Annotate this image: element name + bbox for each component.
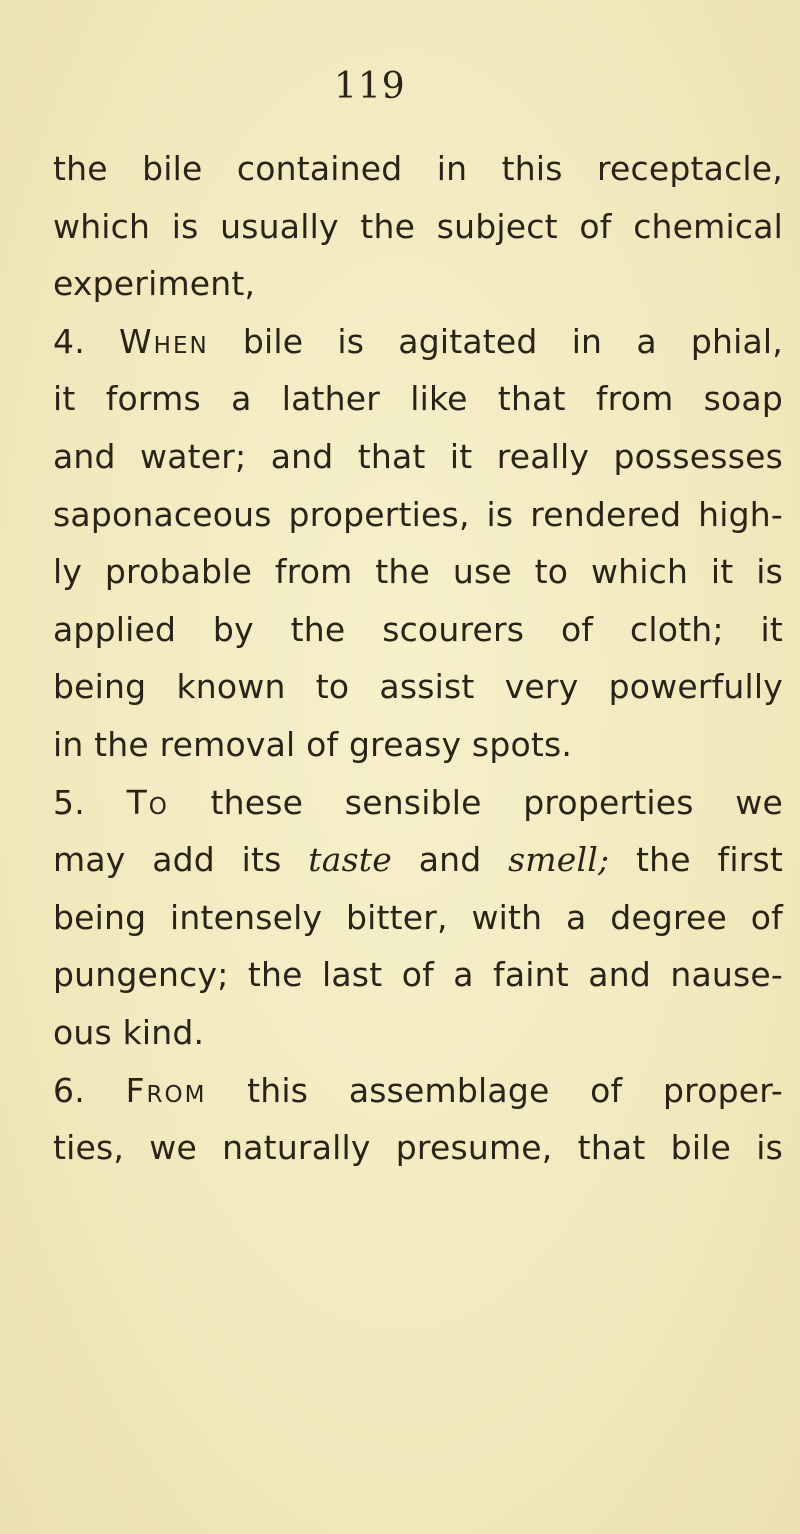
text-line: saponaceous properties, is rendered high-	[53, 494, 783, 534]
small-caps-lead: When	[119, 321, 209, 361]
paragraph-number: 4.	[53, 321, 85, 361]
paragraph-number: 5.	[53, 782, 85, 822]
text-line: the bile contained in this receptacle,	[53, 149, 783, 188]
line-rest: these sensible properties we	[168, 782, 783, 822]
italic-word-taste: taste	[308, 840, 392, 880]
paragraph-number: 6.	[53, 1070, 85, 1110]
page-number: 119	[334, 66, 406, 107]
text-line: ties, we naturally presume, that bile is	[53, 1128, 783, 1168]
small-caps-lead: From	[125, 1070, 207, 1110]
text-line: ous kind.	[53, 1012, 205, 1052]
text-line: being known to assist very powerfully	[53, 667, 783, 707]
line-part: and	[391, 840, 509, 880]
text-line-italics	[53, 831, 783, 889]
text-line: which is usually the subject of chemical	[53, 206, 783, 246]
body-text	[53, 140, 783, 1177]
paragraph-5-start	[53, 774, 783, 832]
text-line: ly probable from the use to which it is	[53, 552, 783, 592]
line-part: the first	[609, 840, 783, 880]
line-rest: this assemblage of proper-	[206, 1070, 783, 1110]
line-part: may add its	[53, 840, 309, 880]
line-rest: bile is agitated in a phial,	[208, 321, 783, 361]
text-line: applied by the scourers of cloth; it	[53, 609, 783, 649]
paragraph-4-start	[53, 313, 783, 371]
paragraph-6-start	[53, 1062, 783, 1120]
small-caps-lead: To	[126, 782, 169, 822]
italic-word-smell: smell;	[508, 840, 610, 880]
text-line: and water; and that it really possesses	[53, 436, 783, 476]
text-line: experiment,	[53, 264, 256, 304]
text-line: being intensely bitter, with a degree of	[53, 897, 783, 937]
text-line: in the removal of greasy spots.	[53, 724, 573, 764]
text-line: pungency; the last of a faint and nause-	[53, 955, 783, 995]
text-line: it forms a lather like that from soap	[53, 379, 783, 419]
